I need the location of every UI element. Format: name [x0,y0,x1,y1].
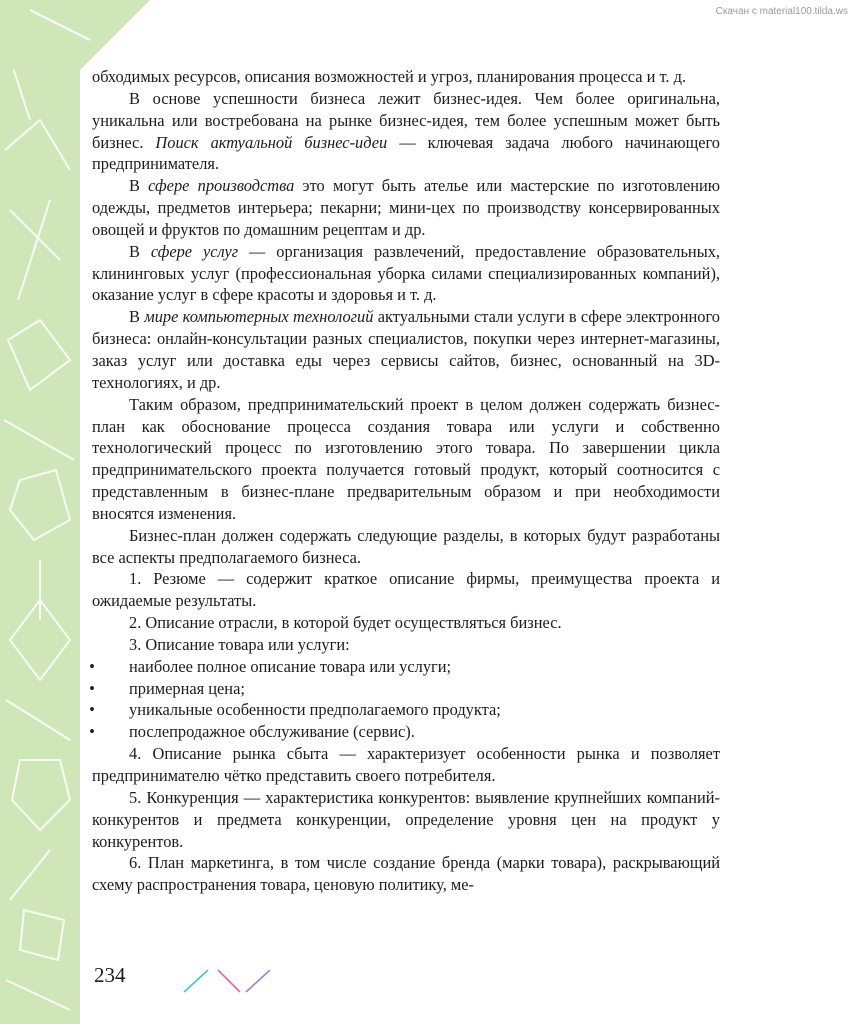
paragraph [92,852,720,896]
paragraph [92,175,720,241]
paragraph-text: это могут быть ателье или мастерские по изготовлению одежды, предметов интерьера; пекарни; мини-цех по производству консервированных овощей и фруктов по домашним рецептам и др. [92,176,721,239]
paragraph [92,88,720,175]
paragraph [92,394,720,525]
paragraph [92,525,720,569]
corner-decoration [0,0,150,70]
paragraph [92,66,720,88]
bullet-icon: • [89,700,95,720]
page-body [89,66,721,896]
list-item [89,721,720,743]
paragraph-text: — организация развлечений, предоставление образовательных, клининговых услуг (профессиональная уборка силами специализированных компаний), оказание услуг в сфере красоты и здоровья и т. д. [92,241,720,305]
paragraph [92,787,720,853]
paragraph-text: актуальными стали услуги в сфере электронного бизнеса: онлайн-консультации разных специалистов, покупки через интернет-магазины, заказ услуг или доставка еды через сервисы сайтов, бизнес, основанный на 3D-технологиях, и др. [92,307,721,392]
bullet-icon: • [89,656,95,676]
list-item [89,699,720,721]
bullet-list [89,656,720,743]
paragraph-text: 3. Описание товара или услуги: [129,634,350,654]
paragraph-text: — ключевая задача любого начинающего предпринимателя. [92,132,721,174]
paragraph-text: 1. Резюме — содержит краткое описание фирмы, преимущества проекта и ожидаемые результаты. [92,569,720,611]
emphasis-text: сфере услуг [150,241,239,261]
text-block [92,66,720,656]
paragraph-text: 5. Конкуренция — характеристика конкурентов: выявление крупнейших компаний-конкурентов и предмета конкуренции, определение уровня цен на продукт у конкурентов. [92,787,720,851]
list-item-text: послепродажное обслуживание (сервис). [129,722,415,742]
decorative-lines [178,966,278,996]
list-item-text: уникальные особенности предполагаемого продукта; [129,700,501,720]
paragraph [92,568,720,612]
paragraph-text: В [129,176,149,196]
paragraph-text: 4. Описание рынка сбыта — характеризует особенности рынка и позволяет предпринимателю чётко представить своего потребителя. [92,744,720,785]
watermark: Скачан с material100.tilda.ws [715,6,848,17]
list-item-text: наиболее полное описание товара или услуги; [129,656,452,676]
deco-line-pink [218,970,240,992]
page-number: 234 [94,963,126,987]
paragraph-text: В основе успешности бизнеса лежит бизнес-идея. Чем более оригинальна, уникальна или востребована на рынке бизнес-идея, тем более успешным может быть бизнес. [92,88,720,152]
paragraph [92,612,720,634]
bullet-icon: • [89,722,95,742]
bullet-icon: • [89,678,95,698]
list-item-text: примерная цена; [129,678,245,698]
paragraph-text: В [129,307,145,327]
paragraph-text: обходимых ресурсов, описания возможностей и угроз, планирования процесса и т. д. [92,67,687,86]
paragraph-text: Бизнес-план должен содержать следующие разделы, в которых будут разработаны все аспекты предполагаемого бизнеса. [92,525,720,567]
paragraph [92,306,720,393]
paragraph [92,634,720,656]
paragraph [92,743,720,787]
emphasis-text: мире компьютерных технологий [144,307,374,327]
paragraph-text: 2. Описание отрасли, в которой будет осуществляться бизнес. [129,613,562,633]
paragraph [92,241,720,307]
list-item [89,656,720,678]
paragraph-text: Таким образом, предпринимательский проект в целом должен содержать бизнес-план как обоснование процесса создания товара или услуги и собственно технологический процесс по изготовлению этого товара. По завершении цикла предпринимательского проекта получается готовый продукт, который соотносится с представленным в бизнес-плане предварительным образом и при необходимости вносятся изменения. [92,394,720,523]
paragraph-text: В [129,241,151,261]
paragraph-text: 6. План маркетинга, в том числе создание бренда (марки товара), раскрывающий схему распространения товара, ценовую политику, ме- [92,853,720,895]
deco-line-cyan [184,970,208,992]
emphasis-text: Поиск актуальной бизнес-идеи [155,132,388,152]
list-item [89,678,720,700]
text-block [92,743,720,896]
deco-line-violet [246,970,270,992]
emphasis-text: сфере производства [148,176,295,196]
decorative-sidebar [0,0,80,1024]
